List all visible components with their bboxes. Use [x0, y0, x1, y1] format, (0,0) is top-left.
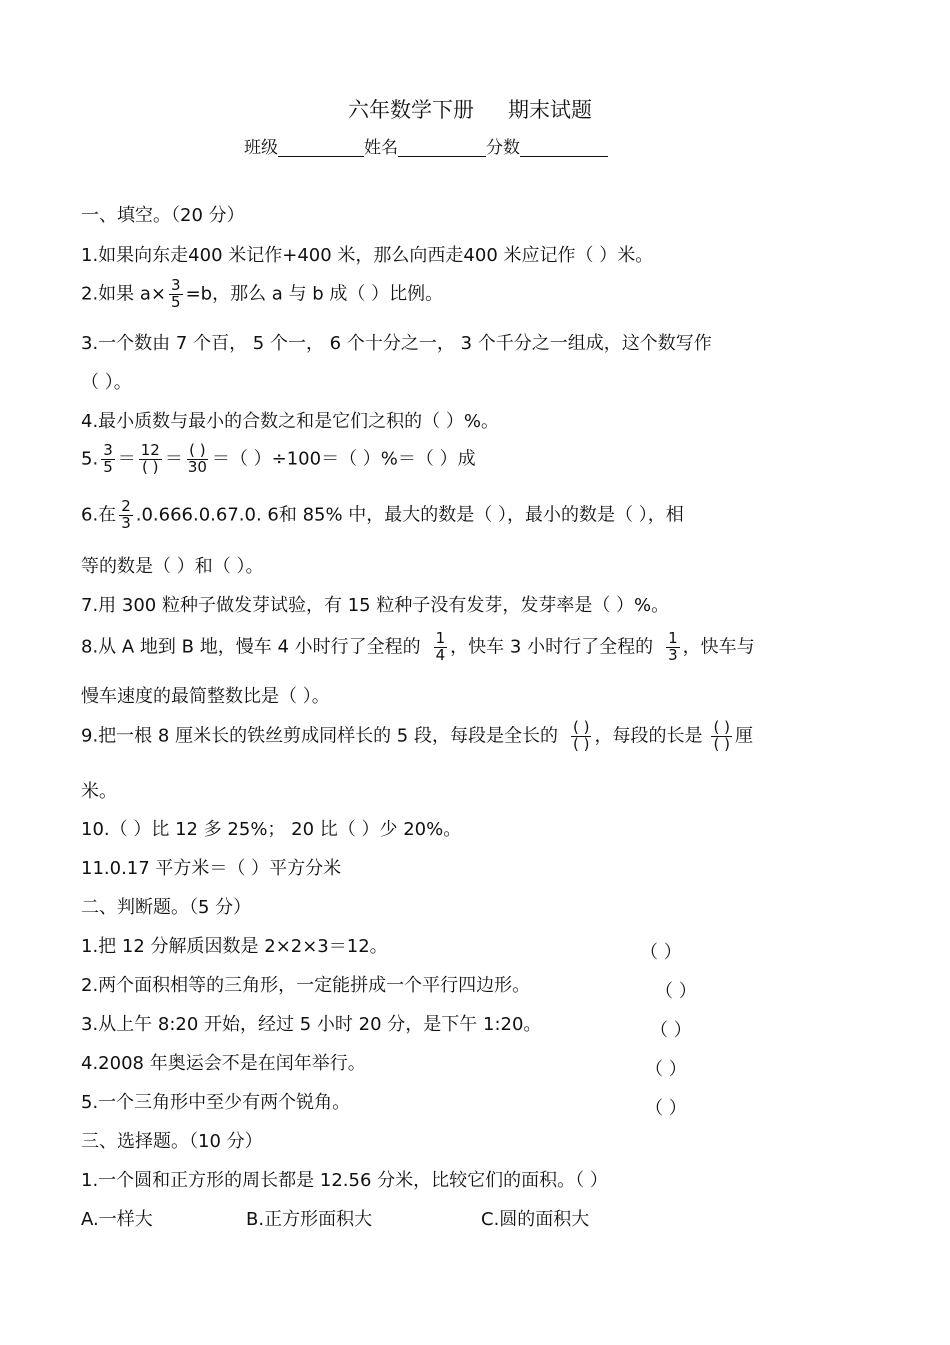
fill-q9-text-c: 厘 — [734, 725, 753, 747]
fraction-num: 12 — [140, 441, 160, 459]
fill-q2-text-b: =b，那么 a 与 b 成（ ）比例。 — [185, 283, 444, 305]
equals-sign: ＝ — [117, 448, 136, 470]
fraction-den: 30 — [187, 457, 207, 476]
fill-q8-text-c: ，快车与 — [682, 636, 755, 658]
student-info-row — [244, 133, 608, 158]
fill-q9-line-2: 米。 — [81, 781, 117, 802]
fraction-num: 3 — [171, 276, 181, 294]
judge-q3-answer-paren[interactable]: （ ） — [650, 1020, 692, 1041]
fill-q5 — [81, 443, 476, 476]
section-2-heading: 二、判断题。（5 分） — [81, 897, 252, 918]
page-title — [0, 94, 940, 124]
fraction-12-blank — [139, 443, 162, 476]
fraction-num: 1 — [435, 629, 446, 647]
fraction-num: ( ) — [189, 441, 206, 459]
fraction-num: 1 — [668, 629, 678, 647]
choice-option-a[interactable]: A.一样大 — [81, 1209, 153, 1230]
score-label: 分数 — [486, 138, 520, 158]
fraction-num: ( ) — [572, 718, 590, 736]
judge-q2-answer-paren[interactable]: （ ） — [655, 981, 697, 1002]
fraction-blank — [711, 720, 731, 753]
name-label: 姓名 — [364, 138, 398, 158]
fill-q3-line-2: （ ）。 — [81, 372, 132, 393]
fraction-3-5 — [101, 443, 115, 476]
fraction-den: ( ) — [142, 457, 159, 476]
section-1-heading: 一、填空。（20 分） — [81, 205, 245, 226]
fraction-3-5 — [169, 278, 183, 311]
judge-q5-answer-paren[interactable]: （ ） — [645, 1098, 687, 1119]
fraction-num: 3 — [103, 441, 113, 459]
fill-q1: 1.如果向东走400 米记作+400 米，那么向西走400 米应记作（ ）米。 — [81, 245, 654, 266]
fill-q9-text-a: 9.把一根 8 厘米长的铁丝剪成同样长的 5 段，每段是全长的 — [81, 725, 558, 747]
fill-q10: 10.（ ）比 12 多 25%； 20 比（ ）少 20%。 — [81, 819, 462, 840]
judge-q2: 2.两个面积相等的三角形，一定能拼成一个平行四边形。 — [81, 975, 531, 996]
fraction-den: 4 — [435, 645, 446, 664]
fraction-den: 3 — [121, 513, 131, 532]
fill-q2 — [81, 278, 443, 311]
fill-q9-text-b: ，每段的长是 — [594, 725, 703, 747]
fraction-1-3 — [666, 631, 680, 664]
choice-q1: 1.一个圆和正方形的周长都是 12.56 分米，比较它们的面积。（ ） — [81, 1170, 608, 1191]
fraction-den: 5 — [171, 292, 181, 311]
judge-q1: 1.把 12 分解质因数是 2×2×3＝12。 — [81, 936, 388, 957]
fill-q4: 4.最小质数与最小的合数之和是它们之积的（ ）%。 — [81, 411, 499, 432]
fill-q11: 11.0.17 平方米＝（ ）平方分米 — [81, 858, 342, 879]
fill-q2-text-a: 2.如果 a× — [81, 283, 167, 305]
fill-q5-text-b: ＝（ ）÷100＝（ ）%＝（ ）成 — [211, 448, 476, 470]
class-blank[interactable] — [278, 138, 364, 157]
fraction-1-4 — [434, 631, 448, 664]
title-part-2: 期末试题 — [508, 98, 592, 122]
judge-q4: 4.2008 年奥运会不是在闰年举行。 — [81, 1053, 366, 1074]
fraction-2-3 — [119, 499, 133, 532]
fraction-blank — [571, 720, 591, 753]
fill-q8-text-a: 8.从 A 地到 B 地，慢车 4 小时行了全程的 — [81, 636, 421, 658]
fraction-den: ( ) — [572, 734, 590, 753]
fraction-num: ( ) — [713, 718, 730, 736]
score-blank[interactable] — [520, 138, 608, 157]
fill-q8-text-b: ，快车 3 小时行了全程的 — [450, 636, 654, 658]
fraction-num: 2 — [121, 497, 131, 515]
title-part-1: 六年数学下册 — [348, 98, 474, 122]
fraction-blank-30 — [186, 443, 209, 476]
fill-q9-line-1 — [81, 720, 753, 753]
fill-q6-line-2: 等的数是（ ）和（ ）。 — [81, 556, 264, 577]
judge-q1-answer-paren[interactable]: （ ） — [640, 942, 682, 963]
equals-sign: ＝ — [164, 448, 183, 470]
fill-q8-line-2: 慢车速度的最简整数比是（ ）。 — [81, 686, 330, 707]
name-blank[interactable] — [398, 138, 486, 157]
fill-q6-line-1 — [81, 499, 684, 532]
fill-q5-number: 5. — [81, 448, 99, 470]
fill-q3-line-1: 3.一个数由 7 个百， 5 个一， 6 个十分之一， 3 个千分之一组成，这个数写作 — [81, 333, 712, 354]
choice-option-c[interactable]: C.圆的面积大 — [481, 1209, 590, 1230]
judge-q5: 5.一个三角形中至少有两个锐角。 — [81, 1092, 351, 1113]
fill-q8-line-1 — [81, 631, 755, 664]
fraction-den: ( ) — [713, 734, 730, 753]
fill-q7: 7.用 300 粒种子做发芽试验，有 15 粒种子没有发芽，发芽率是（ ）%。 — [81, 595, 670, 616]
judge-q4-answer-paren[interactable]: （ ） — [645, 1059, 687, 1080]
fraction-den: 3 — [668, 645, 678, 664]
fraction-den: 5 — [103, 457, 113, 476]
class-label: 班级 — [244, 138, 278, 158]
fill-q6-text-a: 6.在 — [81, 504, 117, 526]
fill-q6-text-b: .0.666.0.67.0. 6和 85% 中，最大的数是（ ），最小的数是（ ），相 — [135, 504, 684, 526]
section-3-heading: 三、选择题。（10 分） — [81, 1131, 263, 1152]
choice-option-b[interactable]: B.正方形面积大 — [246, 1209, 373, 1230]
judge-q3: 3.从上午 8:20 开始，经过 5 小时 20 分，是下午 1:20。 — [81, 1014, 542, 1035]
